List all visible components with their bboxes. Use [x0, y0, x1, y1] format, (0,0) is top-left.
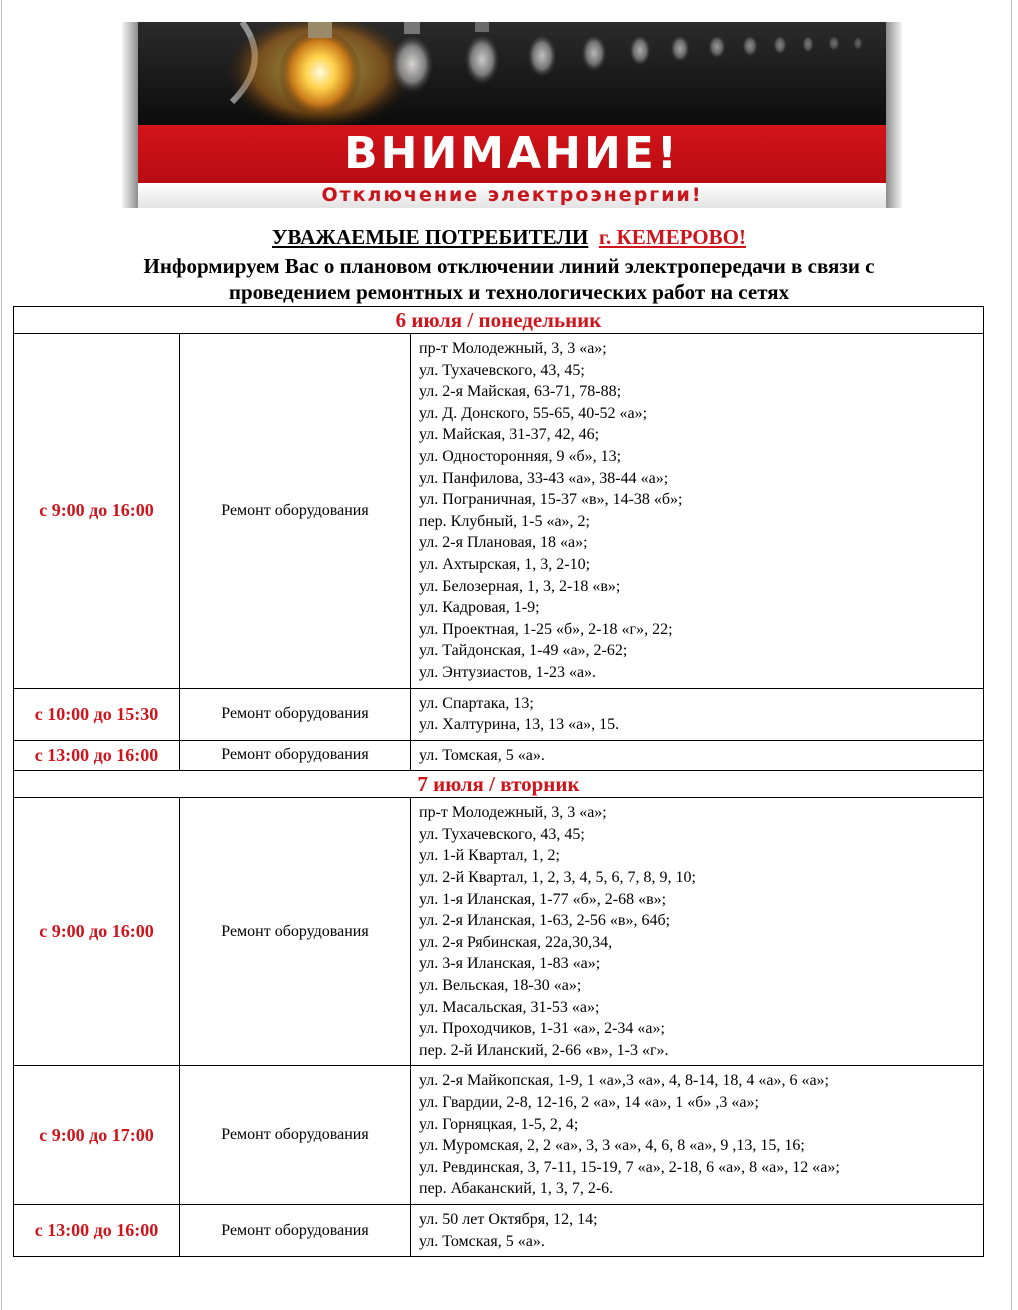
warning-banner — [122, 22, 902, 208]
banner-subtitle: Отключение электроэнергии! — [321, 184, 703, 206]
address-line: ул. Энтузиастов, 1-23 «а». — [419, 663, 597, 681]
address-line: ул. 2-я Плановая, 18 «а»; — [419, 534, 588, 552]
light-bulbs-illustration — [122, 22, 902, 132]
address-line: пр-т Молодежный, 3, 3 «а»; — [419, 340, 607, 357]
address-line: пер. Абаканский, 1, 3, 7, 2-6. — [419, 1180, 614, 1198]
address-line: ул. 1-я Иланская, 1-77 «б», 2-68 «в»; — [419, 890, 667, 908]
schedule-row — [14, 740, 984, 771]
outage-time: с 13:00 до 16:00 — [14, 740, 180, 771]
address-line: ул. Односторонняя, 9 «б», 13; — [419, 447, 622, 465]
banner-edge-left — [122, 22, 138, 208]
address-line: ул. Вельская, 18-30 «а»; — [419, 977, 582, 995]
page-border-right — [1011, 0, 1012, 1310]
address-line: ул. Тухачевского, 43, 45; — [419, 361, 585, 379]
address-line: ул. Томская, 5 «а». — [419, 746, 545, 764]
outage-schedule-table — [13, 306, 984, 1257]
address-line: ул. Муромская, 2, 2 «а», 3, 3 «а», 4, 6, 8 «а», 9 ,13, 15, 16; — [419, 1137, 805, 1155]
address-line: ул. 2-я Иланская, 1-63, 2-56 «в», 64б; — [419, 912, 671, 930]
address-line: ул. Спартака, 13; — [419, 694, 534, 712]
work-type: Ремонт оборудования — [180, 740, 411, 771]
day-header-row — [14, 307, 984, 334]
address-line: ул. Ахтырская, 1, 3, 2-10; — [419, 555, 591, 573]
address-line: ул. Халтурина, 13, 13 «а», 15. — [419, 716, 620, 734]
address-line: пер. 2-й Иланский, 2-66 «в», 1-3 «г». — [419, 1041, 669, 1059]
schedule-body — [14, 307, 984, 1257]
address-list — [411, 798, 984, 1066]
banner-edge-right — [886, 22, 902, 208]
address-line: ул. Майская, 31-37, 42, 46; — [419, 426, 600, 444]
address-line: ул. 2-я Майкопская, 1-9, 1 «а»,3 «а», 4, 8-14, 18, 4 «а», 6 «а»; — [419, 1072, 829, 1090]
greeting-prefix: УВАЖАЕМЫЕ ПОТРЕБИТЕЛИ — [272, 225, 589, 249]
outage-time: с 10:00 до 15:30 — [14, 688, 180, 740]
address-line: пр-т Молодежный, 3, 3 «а»; — [419, 804, 607, 822]
day-header: 7 июля / вторник — [14, 771, 984, 798]
address-line: ул. Тухачевского, 43, 45; — [419, 825, 585, 843]
day-header: 6 июля / понедельник — [14, 307, 984, 334]
outage-time: с 9:00 до 16:00 — [14, 798, 180, 1066]
schedule-row — [14, 798, 984, 1066]
address-line: ул. Панфилова, 33-43 «а», 38-44 «а»; — [419, 469, 669, 487]
address-line: ул. Ревдинская, 3, 7-11, 15-19, 7 «а», 2-18, 6 «а», 8 «а», 12 «а»; — [419, 1158, 840, 1176]
schedule-row — [14, 688, 984, 740]
address-line: ул. Масальская, 31-53 «а»; — [419, 998, 600, 1016]
address-list — [411, 1066, 984, 1205]
greeting-city: г. КЕМЕРОВО! — [598, 225, 746, 249]
schedule-row — [14, 1066, 984, 1205]
address-line: пер. Клубный, 1-5 «а», 2; — [419, 512, 590, 530]
address-list — [411, 688, 984, 740]
address-list — [411, 1204, 984, 1256]
address-line: ул. Горняцкая, 1-5, 2, 4; — [419, 1115, 579, 1133]
address-line: ул. 1-й Квартал, 1, 2; — [419, 847, 560, 865]
address-line: ул. Тайдонская, 1-49 «а», 2-62; — [419, 642, 628, 660]
address-line: ул. Проходчиков, 1-31 «а», 2-34 «а»; — [419, 1020, 665, 1038]
notice-line-2: проведением ремонтных и технологических работ на сетях — [228, 280, 790, 304]
schedule-row — [14, 334, 984, 689]
work-type: Ремонт оборудования — [180, 1204, 411, 1256]
day-header-row — [14, 771, 984, 798]
address-list — [411, 334, 984, 689]
outage-time: с 9:00 до 17:00 — [14, 1066, 180, 1205]
address-line: ул. 3-я Иланская, 1-83 «а»; — [419, 955, 601, 973]
notice-line-1: Информируем Вас о плановом отключении линий электропередачи в связи с — [143, 254, 875, 278]
address-line: ул. Гвардии, 2-8, 12-16, 2 «а», 14 «а», 1 «б» ,3 «а»; — [419, 1094, 759, 1111]
work-type: Ремонт оборудования — [180, 1066, 411, 1205]
address-line: ул. Томская, 5 «а». — [419, 1232, 545, 1250]
outage-time: с 13:00 до 16:00 — [14, 1204, 180, 1256]
address-line: ул. 2-я Майская, 63-71, 78-88; — [419, 383, 622, 401]
page-border-left — [1, 0, 2, 1310]
address-line: ул. 2-й Квартал, 1, 2, 3, 4, 5, 6, 7, 8, 9, 10; — [419, 869, 696, 887]
address-line: ул. Белозерная, 1, 3, 2-18 «в»; — [419, 577, 621, 595]
schedule-row — [14, 1204, 984, 1256]
address-list — [411, 740, 984, 771]
address-line: ул. Кадровая, 1-9; — [419, 599, 540, 617]
work-type: Ремонт оборудования — [180, 798, 411, 1066]
address-line: ул. Пограничная, 15-37 «в», 14-38 «б»; — [419, 491, 683, 509]
outage-time: с 9:00 до 16:00 — [14, 334, 180, 689]
greeting-heading — [0, 224, 1018, 250]
banner-title: ВНИМАНИЕ! — [344, 128, 680, 179]
address-line: ул. Проектная, 1-25 «б», 2-18 «г», 22; — [419, 620, 673, 638]
work-type: Ремонт оборудования — [180, 688, 411, 740]
address-line: ул. Д. Донского, 55-65, 40-52 «а»; — [419, 404, 648, 422]
address-line: ул. 50 лет Октября, 12, 14; — [419, 1210, 598, 1228]
work-type: Ремонт оборудования — [180, 334, 411, 689]
address-line: ул. 2-я Рябинская, 22а,30,34, — [419, 933, 613, 951]
